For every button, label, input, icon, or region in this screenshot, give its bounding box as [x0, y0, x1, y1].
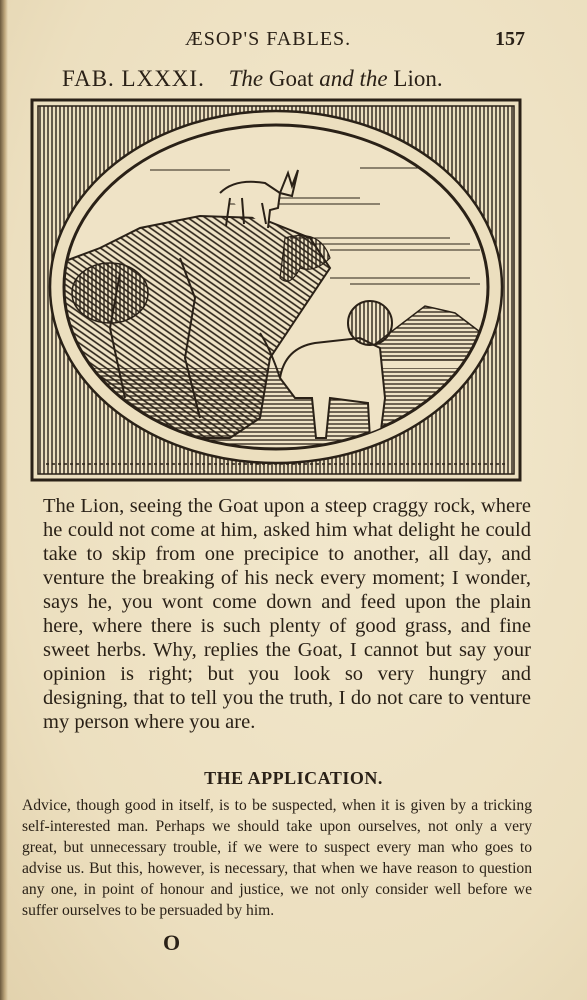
fable-title-lion: Lion.	[393, 66, 443, 91]
fable-title-goat: Goat	[268, 66, 314, 91]
page-number: 157	[495, 28, 525, 50]
running-head	[0, 28, 587, 54]
signature-mark: O	[163, 930, 181, 955]
fable-title-and-the: and the	[319, 66, 388, 91]
fable-title	[62, 66, 532, 92]
woodcut-illustration	[30, 98, 522, 482]
application-text: Advice, though good in itself, is to be suspected, when it is given by a tricking self-interested man. Perhaps we should take upon ourselves, not only a very great, but unnecessary trouble, if we were to suspect every man who goes to advise us. But this, however, is necessary, that when we have reason to question any one, in point of honour and justice, we not only consider well before we suffer ourselves to be persuaded by him.	[22, 797, 532, 919]
application-heading: THE APPLICATION.	[204, 768, 383, 788]
fable-title-the: The	[228, 66, 264, 91]
page-gutter	[0, 0, 8, 1000]
running-head-title: ÆSOP'S FABLES.	[185, 28, 352, 50]
fable-body	[43, 494, 531, 734]
fable-number: FAB. LXXXI.	[62, 66, 205, 91]
fable-body-paragraph: The Lion, seeing the Goat upon a steep craggy rock, where he could not come at him, asked him what delight he could take to skip from one precipice to another, all day, and venture the breaking of his neck every moment; I wonder, says he, you wont come down and feed upon the plain here, where there is such plenty of good grass, and fine sweet herbs. Why, replies the Goat, I cannot but say your opinion is right; but you look so very hungry and designing, that to tell you the truth, I do not care to venture my person where you are.	[43, 495, 531, 733]
